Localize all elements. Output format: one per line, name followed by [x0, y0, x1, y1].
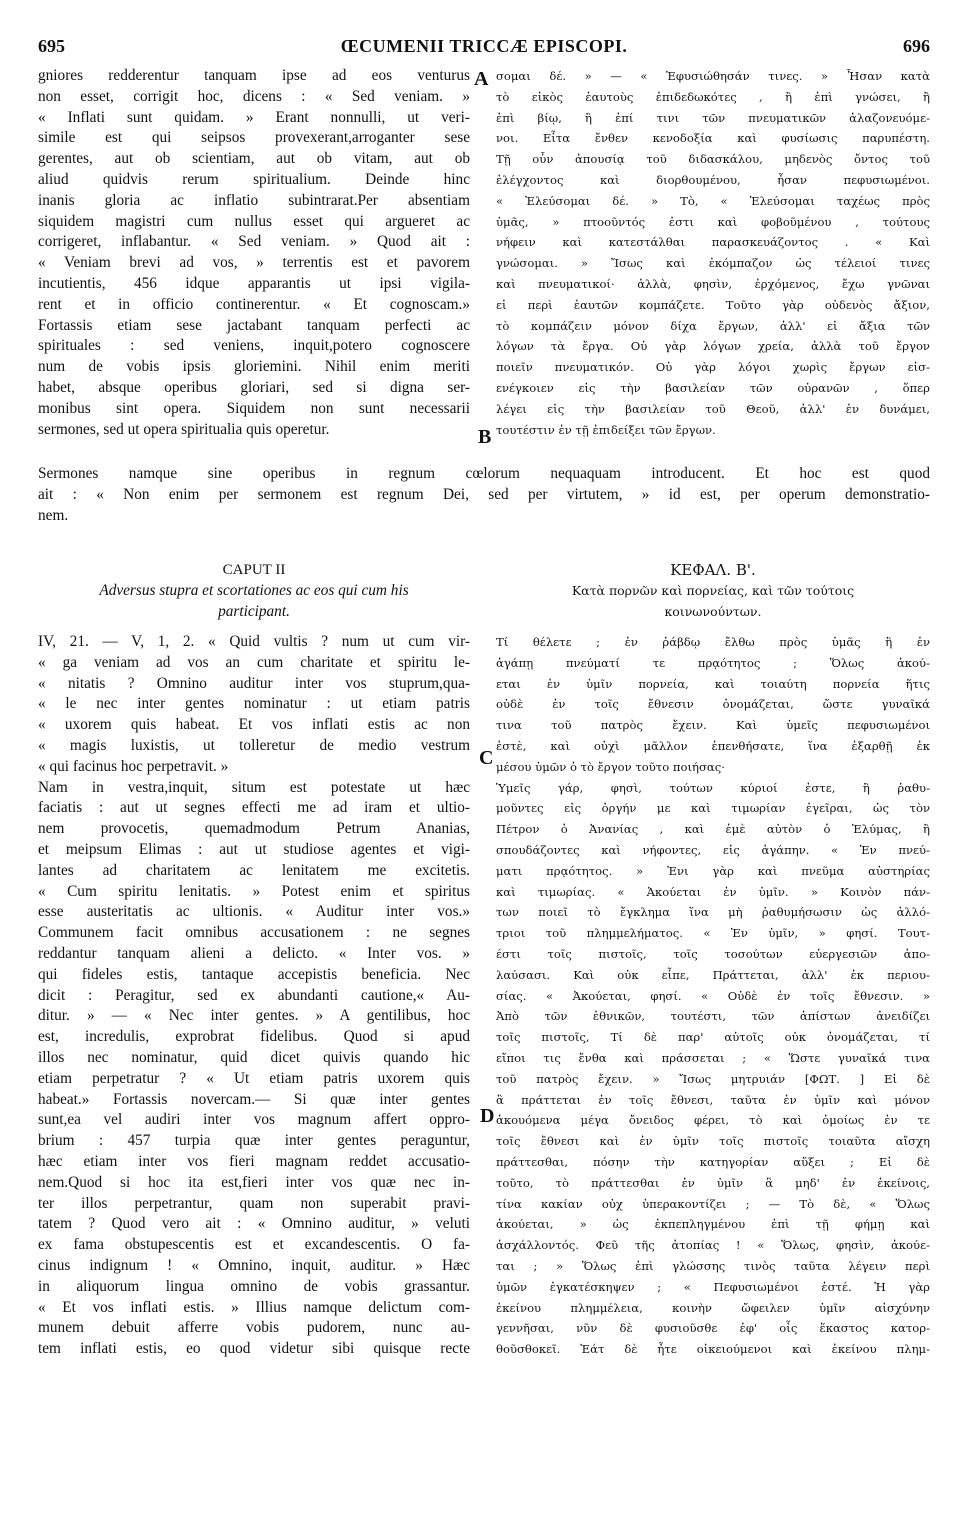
greek-text-line: ται ; » Ὅλως ἐπὶ γλώσσης τινὸς ταῦτα λέγειν περὶ	[496, 1258, 930, 1273]
margin-marker-a: A	[474, 68, 489, 90]
greek-text-line: ἐπὶ βίῳ, ἢ ἐπί τινι τῶν πνευματικῶν ἀλαζονευόμε-	[496, 110, 930, 125]
latin-text-line: « magis luxistis, ut tolleretur de medio vestrum	[38, 736, 470, 754]
latin-text-line: sermones, sed ut opera spiritualia quis operetur.	[38, 420, 330, 438]
latin-text-line: « Et vos inflati estis. » Illius namque delictum com-	[38, 1298, 470, 1316]
latin-text-line: « le nec inter gentes nominatur : ut etiam patris	[38, 695, 470, 713]
greek-text-line: μοῦντες εἰς ὀργήν με καὶ τιμωρίαν ἐγεῖραι, ὡς τὸν	[496, 801, 930, 816]
greek-text-line: νοι. Εἶτα ἔνθεν κενοδοξία καὶ φυσίωσις παρυπέστη.	[496, 131, 930, 146]
latin-text-line: « uxorem quis habeat. Et vos inflati estis ac non	[38, 716, 470, 734]
greek-text-line: εται ἐν ὑμῖν πορνεία, καὶ τοιαύτη πορνεία ἥτις	[496, 676, 930, 691]
greek-text-line: τὸ εἰκὸς ἑαυτοὺς ἐπιδεδωκότες , ἢ ἐπὶ γνώσει, ἢ	[496, 89, 930, 104]
latin-text-line: cinus indignum ! « Omnino, inquit, auditur. » Hæc	[38, 1256, 470, 1274]
greek-text-line: ὑμῶν ἐγκατέσκηψεν ; « Πεφυσιωμένοι ἐστέ. Ἡ γὰρ	[496, 1279, 930, 1294]
latin-text-line: munem debuit afferre vobis pudorem, nunc au-	[38, 1319, 470, 1337]
margin-marker-c: C	[479, 747, 494, 769]
latin-text-line: « qui facinus hoc perpetravit. »	[38, 757, 229, 775]
latin-text-line: illos nec nominatur, quid dicet quivis quando hic	[38, 1048, 470, 1066]
latin-text-line: spirituales : sed veniens, inquit,potero cognoscere	[38, 337, 470, 355]
page-header	[38, 36, 930, 58]
latin-text-line: est, incredulis, exprobrat fidelibus. Quod si apud	[38, 1028, 470, 1046]
greek-text-line: λέγει εἰς τὴν βασιλείαν τοῦ Θεοῦ, ἀλλ' ἐν δυνάμει,	[496, 401, 930, 416]
latin-text-line: nem.Quod si hoc ita est,fieri inter vos quæ nec in-	[38, 1173, 470, 1191]
margin-marker-b: B	[478, 426, 492, 448]
greek-text-line: πράττεσθαι, πόσην τὴν κατηγορίαν αὔξει ; Εἰ δὲ	[496, 1154, 930, 1169]
greek-text-line: καὶ πνευματικοί· ἀλλὰ, φησὶν, ἐρχόμενος, ἔχω γνῶναι	[496, 276, 930, 291]
greek-text-line: Ὑμεῖς γάρ, φησὶ, τούτων κύριοί ἐστε, ἢ ῥαθυ-	[496, 780, 930, 795]
greek-text-line: καὶ τιμωρίας. « Ἀκούεται ἐν ὑμῖν. » Κοινὸν πάν-	[496, 884, 930, 899]
greek-text-line: μέσου ὑμῶν ὁ τὸ ἔργον τοῦτο ποιήσας·	[496, 759, 725, 774]
caput-subtitle-line-2: participant.	[218, 602, 290, 620]
greek-text-line: ματι πρᾳότητος. » Ἐνι γὰρ καὶ πνεῦμα αὐστηρίας	[496, 863, 930, 878]
latin-text-line: et meipsum Elimas : aut ut studiose agentes et vigi-	[38, 840, 470, 858]
page-number-right: 696	[903, 36, 930, 56]
latin-caput-heading	[38, 560, 470, 622]
greek-text-line: λόγων τὰ ἔργα. Οὐ γὰρ λόγων χρεία, ἀλλὰ τοῦ ἔργον	[496, 339, 930, 354]
greek-text-line: ενέγκοιεν εἰς τὴν βασιλείαν τῶν οὐρανῶν , ὅπερ	[496, 380, 930, 395]
latin-text-line: incutientis, 456 idque apparantis ut ipsi vigila-	[38, 274, 470, 292]
latin-text-line: simile est qui seipsos provexerant,arroganter sese	[38, 129, 470, 147]
running-title: ŒCUMENII TRICCÆ EPISCOPI.	[340, 36, 628, 56]
latin-text-line: gniores redderentur tanquam ipse ad eos venturus	[38, 67, 470, 84]
greek-text-line: Πέτρον ὁ Ἀνανίας , καὶ ἐμὲ αὐτὸν ὁ Ἐλύμας, ἢ	[496, 822, 930, 837]
full-width-paragraph	[38, 464, 930, 526]
greek-text-line: σπουδάζοντες καὶ νήφοντες, εἰς ἀγάπην. « Ἐν πνεύ-	[496, 842, 930, 857]
latin-text-line: « ga veniam ad vos an cum charitate et spiritu le-	[38, 653, 470, 671]
caput-title: CAPUT II	[222, 562, 286, 578]
latin-text-line: tem inflati estis, eo quod videtur sibi quisque recte	[38, 1340, 470, 1358]
latin-text-line: Communem facit omnibus accusationem : ne segnes	[38, 924, 470, 942]
latin-text-line: « nitatis ? Omnino auditur inter vos stuprum,qua-	[38, 674, 470, 692]
greek-text-line: Ἀπὸ τῶν ἐθνικῶν, τουτέστι, τῶν ἀπίστων ἀνειδίζει	[496, 1009, 930, 1024]
greek-text-line: τινα τοῦ πατρὸς ἔχειν. Καὶ ὑμεῖς πεφυσιωμένοι	[496, 718, 930, 733]
latin-text-line: faciatis : aut ut segnes effecti me ad iram et ultio-	[38, 799, 470, 817]
greek-text-line: τοῖς πιστοῖς, Τί δὲ παρ' αὐτοῖς οὐκ ὀνομάζεται, τί	[496, 1030, 930, 1045]
kephalaion-title: ΚΕΦΑΛ. Β'.	[670, 561, 756, 579]
latin-text-line: tatem ? Quod vero ait : « Omnino auditur, » veluti	[38, 1215, 470, 1233]
latin-text-line: dicit : Peragitur, sed ex abundanti cautione,« Au-	[38, 986, 470, 1004]
full-text-line: nem.	[38, 506, 69, 524]
latin-text-line: reddantur tanquam alieni a delicto. « Inter vos. »	[38, 944, 470, 962]
latin-text-line: IV, 21. — V, 1, 2. « Quid vultis ? num ut cum vir-	[38, 633, 470, 650]
greek-text-line: των ποιεῖ τὸ ἔγκλημα ἵνα μὴ ῥαθυμήσωσιν ὡς ἀλλό-	[496, 905, 930, 920]
latin-text-line: non esset, corrigit hoc, dicens : « Sed veniam. »	[38, 87, 470, 105]
greek-text-line: εἰ περὶ ἑαυτῶν κομπάζετε. Τοῦτο γὰρ οὐδενὸς ἄξιον,	[496, 297, 930, 312]
latin-column-bottom	[38, 632, 470, 1360]
greek-text-line: έστι τοῖς πιστοῖς, τοῖς τοσούτων εὐεργεσιῶν ἀπο-	[496, 946, 930, 961]
greek-text-line: τὸ κομπάζειν μόνον δίχα ἔργων, ἀλλ' εἰ ἄξια τῶν	[496, 318, 930, 333]
greek-text-line: τοῦτο, τὸ πράττεσθαι ἐν ὑμῖν ἃ μηδ' ἐν ἐκείνοις,	[496, 1175, 930, 1190]
latin-text-line: num de vobis ipsis gloriemini. Nihil enim meriti	[38, 358, 470, 376]
latin-text-line: rent et in officio continerentur. « Et cognoscam.»	[38, 295, 470, 313]
latin-text-line: gerentes, aut ob scientiam, aut ob vitam, aut ob	[38, 150, 470, 168]
latin-text-line: lantes ad charitatem ac lenitatem me excitetis.	[38, 861, 470, 879]
latin-text-line: hæc etiam inter vos fieri magnam reddet accusatio-	[38, 1152, 470, 1170]
latin-text-line: Fortassis etiam sese jactabant tanquam perfecti ac	[38, 316, 470, 334]
greek-text-line: ἐλέγχοντος καὶ διορθουμένου, ἦσαν πεφυσιωμένοι.	[496, 172, 930, 187]
latin-text-line: corrigeret, inflabantur. « Sed veniam. » Quod ait :	[38, 233, 470, 251]
greek-text-line: ἀκούεται, » ὡς ἐκπεπληγμένου ἐπὶ τῇ φήμῃ καὶ	[496, 1217, 930, 1232]
latin-text-line: ditur. » — « Nec inter gentes. » A gentilibus, hoc	[38, 1007, 470, 1025]
greek-column-bottom	[496, 632, 930, 1360]
kephalaion-subtitle-line-2: κοινωνούντων.	[664, 603, 762, 619]
latin-text-line: brium : 457 turpia quæ inter gentes peraguntur,	[38, 1132, 470, 1150]
greek-text-line: ἀκουόμενα μέγα ὄνειδος φέρει, τὸ καὶ ὁμοίως ἐν τε	[496, 1113, 930, 1128]
greek-text-line: Τῇ οὖν ἀπουσίᾳ τοῦ διδασκάλου, μηδενὸς ὄντος τοῦ	[496, 152, 930, 167]
latin-text-line: qui fideles estis, tantaque accepistis beneficia. Nec	[38, 965, 470, 983]
latin-text-line: « Veniam brevi ad vos, » terrentis est et pavorem	[38, 254, 470, 272]
latin-text-line: aliud quidvis rerum spiritualium. Deinde hinc	[38, 170, 470, 188]
greek-text-line: τοῖς ἔθνεσι καὶ ἐν ὑμῖν τοῖς πιστοῖς τοιαῦτα αἴσχη	[496, 1134, 930, 1149]
greek-text-line: ὑμᾶς, » πτοοῦντός ἐστι καὶ φοβοῦμένου , τούτους	[496, 214, 930, 229]
full-text-line: Sermones namque sine operibus in regnum cœlorum nequaquam introducent. Et hoc est quod	[38, 465, 930, 482]
latin-text-line: habet, absque operibus gloriari, sed si digna ser-	[38, 378, 470, 396]
greek-text-line: τίνα κακίαν οὐχ ὑπερακοντίζει ; — Τὸ δὲ, « Ὅλως	[496, 1196, 930, 1211]
caput-subtitle-line-1: Adversus stupra et scortationes ac eos qui cum his	[99, 581, 409, 599]
greek-text-line: ποιεῖν πνευματικόν. Οὐ γὰρ λόγοι χωρὶς ἔργων εἰσ-	[496, 360, 930, 375]
greek-text-line: θοῦσθοκεῖ. Ἐάτ δὲ ἦτε οἰκειούμενοι καὶ ἐκείνου πλημ-	[496, 1342, 930, 1357]
greek-text-line: ἀσχάλλοντός. Φεῦ τῆς ἀτοπίας ! « Ὅλως, φησὶν, ἀκούε-	[496, 1238, 930, 1253]
greek-text-line: νήφειν καὶ κατεστάλθαι παρασκευάζοντος . « Καὶ	[496, 235, 930, 250]
greek-text-line: ἐκείνου πλημμέλεια, κοινὴν ὤφειλεν ὑμῖν αἰσχύνην	[496, 1300, 930, 1315]
full-text-line: ait : « Non enim per sermonem est regnum Dei, sed per virtutem, » id est, per operum demonstratio-	[38, 485, 930, 503]
greek-text-line: τριοι τοῦ πλημμελήματος. « Ἐν ὑμῖν, » φησί. Τουτ-	[496, 926, 930, 941]
page-number-left: 695	[38, 36, 65, 56]
greek-text-line: ἃ πράττεται ἐν τοῖς ἔθνεσι, ταῦτα ἐν ὑμῖν καὶ μόνον	[496, 1092, 930, 1107]
latin-text-line: etiam perpetratur ? « Ut etiam patris uxorem quis	[38, 1069, 470, 1087]
greek-column-top	[496, 66, 930, 440]
greek-text-line: τοῦ πατρὸς ἔχειν. » Ἴσως μητρυιάν [ΦΩΤ. ] Εἰ δὲ	[496, 1071, 930, 1086]
greek-text-line: εἴποι τις ἔνθα καὶ πράσσεται ; « Ὥστε γυναῖκά τινα	[496, 1050, 930, 1065]
latin-text-line: siquidem magistri cum nullus esset qui argueret ac	[38, 212, 470, 230]
greek-caput-heading	[496, 560, 930, 622]
latin-text-line: « Inflati sunt quidam. » Erant nonnulli, ut veri-	[38, 108, 470, 126]
greek-text-line: ἀγάπῃ πνεύματί τε πρᾳότητος ; Ὅλως ἀκού-	[496, 655, 930, 670]
greek-text-line: « Ἐλεύσομαι δέ. » Τὸ, « Ἐλεύσομαι ταχέως πρὸς	[496, 193, 930, 208]
greek-text-line: Τί θέλετε ; ἐν ῥάβδῳ ἔλθω πρὸς ὑμᾶς ἢ ἐν	[496, 635, 930, 649]
kephalaion-subtitle-line-1: Κατὰ πορνῶν καὶ πορνείας, καὶ τῶν τούτοις	[571, 582, 855, 598]
latin-text-line: ex fama obstupescentis est et excandescentis. O fa-	[38, 1236, 470, 1254]
margin-marker-d: D	[480, 1105, 495, 1127]
greek-text-line: γεννῆσαι, νῦν δὲ φυσιοῦσθε ἐφ' οἷς ἕκαστος κατορ-	[496, 1321, 930, 1336]
greek-text-line: λαύσασι. Καὶ οὐκ εἶπε, Πράττεται, ἀλλ' ἐκ περιου-	[496, 967, 930, 982]
greek-text-line: ἐστὲ, καὶ οὐχὶ μᾶλλον ἐπενθήσατε, ἵνα ἐξαρθῇ ἐκ	[496, 738, 930, 753]
greek-text-line: σίας. « Ἀκούεται, φησί. « Οὐδὲ ἐν τοῖς ἔθνεσιν. »	[496, 988, 930, 1003]
latin-text-line: nem provocetis, quemadmodum Petrum Ananias,	[38, 820, 470, 838]
latin-text-line: habeat.» Fortassis novercam.— Si quæ inter gentes	[38, 1090, 470, 1108]
latin-text-line: in aliquorum lingua omnino de vobis grassantur.	[38, 1277, 470, 1295]
latin-text-line: monibus sint opera. Siquidem non sunt necessarii	[38, 399, 470, 417]
latin-text-line: ter illos perpetrantur, quam non superabit pravi-	[38, 1194, 470, 1212]
latin-text-line: inanis gloria ac inflatio subintrarat.Per absentiam	[38, 191, 470, 209]
latin-column-top	[38, 66, 470, 440]
latin-text-line: Nam in vestra,inquit, situm est potestate ut hæc	[38, 778, 470, 796]
latin-text-line: « Cum spiritu lenitatis. » Potest enim et spiritus	[38, 882, 470, 900]
greek-text-line: γνώσομαι. » Ἴσως καὶ ἐκόμπαζον ὡς τέλειοί τινες	[496, 256, 930, 271]
document-page	[38, 0, 930, 1540]
latin-text-line: esse austeritatis ac ultionis. « Auditur inter vos.»	[38, 903, 470, 921]
greek-text-line: τουτέστιν ἐν τῇ ἐπιδείξει τῶν ἔργων.	[496, 422, 716, 437]
latin-text-line: sunt,ea vel audiri inter vos magnum affert oppro-	[38, 1111, 470, 1129]
greek-text-line: σομαι δέ. » — « Ἐφυσιώθησάν τινες. » Ἦσαν κατὰ	[496, 69, 930, 83]
greek-text-line: οὐδὲ ἐν τοῖς ἔθνεσιν ὀνομάζεται, ὥστε γυναῖκά	[496, 697, 930, 712]
